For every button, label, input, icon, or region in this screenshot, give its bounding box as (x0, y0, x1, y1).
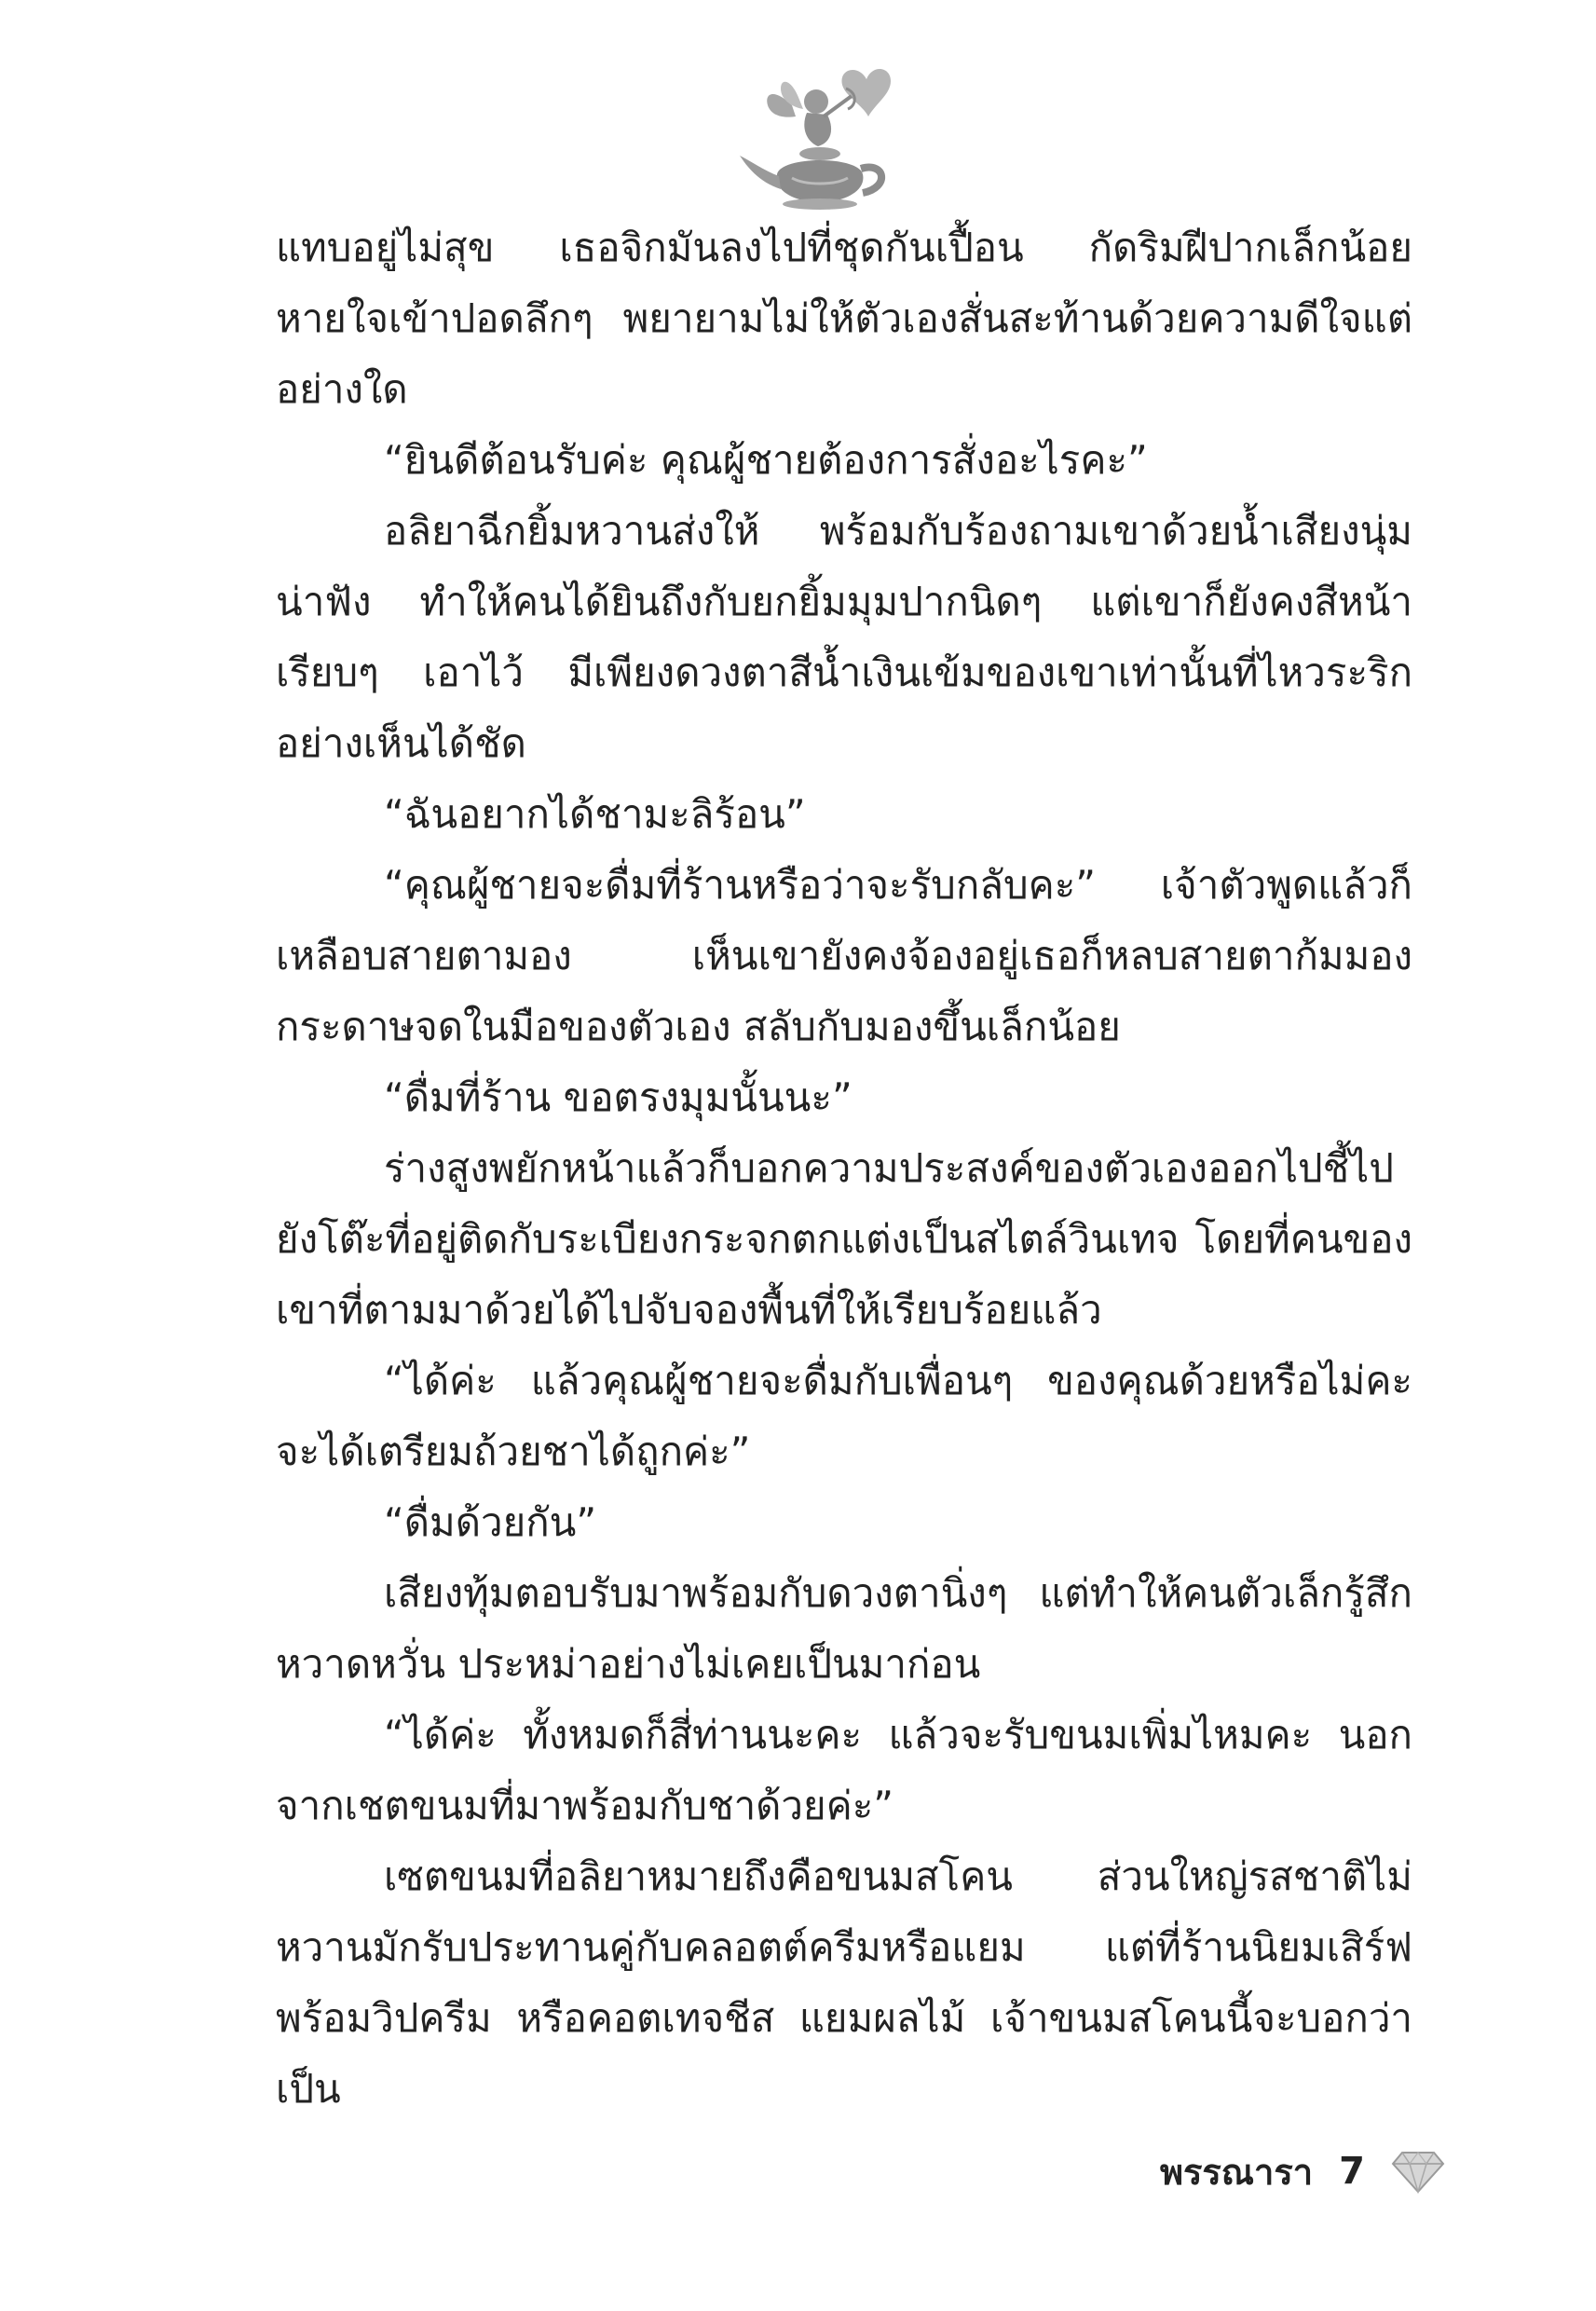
paragraph: “ได้ค่ะ ทั้งหมดก็สี่ท่านนะคะ แล้วจะรับขนมเพิ่มไหมคะ นอกจากเชตขนมที่มาพร้อมกับชาด้วยค่ะ” (276, 1712, 1412, 1828)
paragraph: “ดื่มด้วยกัน” (384, 1499, 597, 1545)
paragraph: อลิยาฉีกยิ้มหวานส่งให้ พร้อมกับร้องถามเขาด้วยน้ำเสียงนุ่มน่าฟัง ทำให้คนได้ยินถึงกับยกยิ้มมุมปากนิดๆ แต่เขาก็ยังคงสีหน้าเรียบๆ เอาไว้ มีเพียงดวงตาสีน้ำเงินเข้มของเขาเท่านั้นที่ไหวระริกอย่างเห็นได้ชัด (276, 508, 1412, 766)
page-footer (1160, 2143, 1445, 2199)
paragraph: “ดื่มที่ร้าน ขอตรงมุมนั้นนะ” (384, 1074, 853, 1120)
paragraph: เซตขนมที่อลิยาหมายถึงคือขนมสโคน ส่วนใหญ่รสชาติไม่หวานมักรับประทานคู่กับคลอตต์ครีมหรือแยม แต่ที่ร้านนิยมเสิร์ฟพร้อมวิปครีม หรือคอตเทจชีส แยมผลไม้ เจ้าขนมสโคนนี้จะบอกว่าเป็น (276, 1853, 1412, 2112)
paragraph: เสียงทุ้มตอบรับมาพร้อมกับดวงตานิ่งๆ แต่ทำให้คนตัวเล็กรู้สึกหวาดหวั่น ประหม่าอย่างไม่เคยเป็นมาก่อน (276, 1570, 1412, 1687)
paragraph: แทบอยู่ไม่สุข เธอจิกมันลงไปที่ชุดกันเปื้อน กัดริมฝีปากเล็กน้อย หายใจเข้าปอดลึกๆ พยายามไม่ให้ตัวเองสั่นสะท้านด้วยความดีใจแต่อย่างใด (276, 225, 1412, 412)
paragraph: ร่างสูงพยักหน้าแล้วก็บอกความประสงค์ของตัวเองออกไปชี้ไปยังโต๊ะที่อยู่ติดกับระเบียงกระจกตกแต่งเป็นสไตล์วินเทจ โดยที่คนของเขาที่ตามมาด้วยได้ไปจับจองพื้นที่ให้เรียบร้อยแล้ว (276, 1145, 1412, 1333)
paragraph: “ฉันอยากได้ชามะลิร้อน” (384, 791, 806, 837)
paragraph: “ได้ค่ะ แล้วคุณผู้ชายจะดื่มกับเพื่อนๆ ของคุณด้วยหรือไม่คะจะได้เตรียมถ้วยชาได้ถูกค่ะ” (276, 1358, 1412, 1474)
page-number: 7 (1339, 2150, 1365, 2193)
cupid-teapot-icon (727, 51, 913, 219)
running-title: พรรณารา (1159, 2151, 1314, 2193)
paragraph: “คุณผู้ชายจะดื่มที่ร้านหรือว่าจะรับกลับคะ” เจ้าตัวพูดแล้วก็เหลือบสายตามอง เห็นเขายังคงจ้องอยู่เธอก็หลบสายตาก้มมองกระดาษจดในมือของตัวเอง สลับกับมองขึ้นเล็กน้อย (276, 862, 1412, 1049)
paragraph: “ยินดีต้อนรับค่ะ คุณผู้ชายต้องการสั่งอะไรคะ” (384, 437, 1148, 483)
chapter-body-text (276, 212, 1412, 2125)
diamond-icon (1391, 2149, 1445, 2194)
